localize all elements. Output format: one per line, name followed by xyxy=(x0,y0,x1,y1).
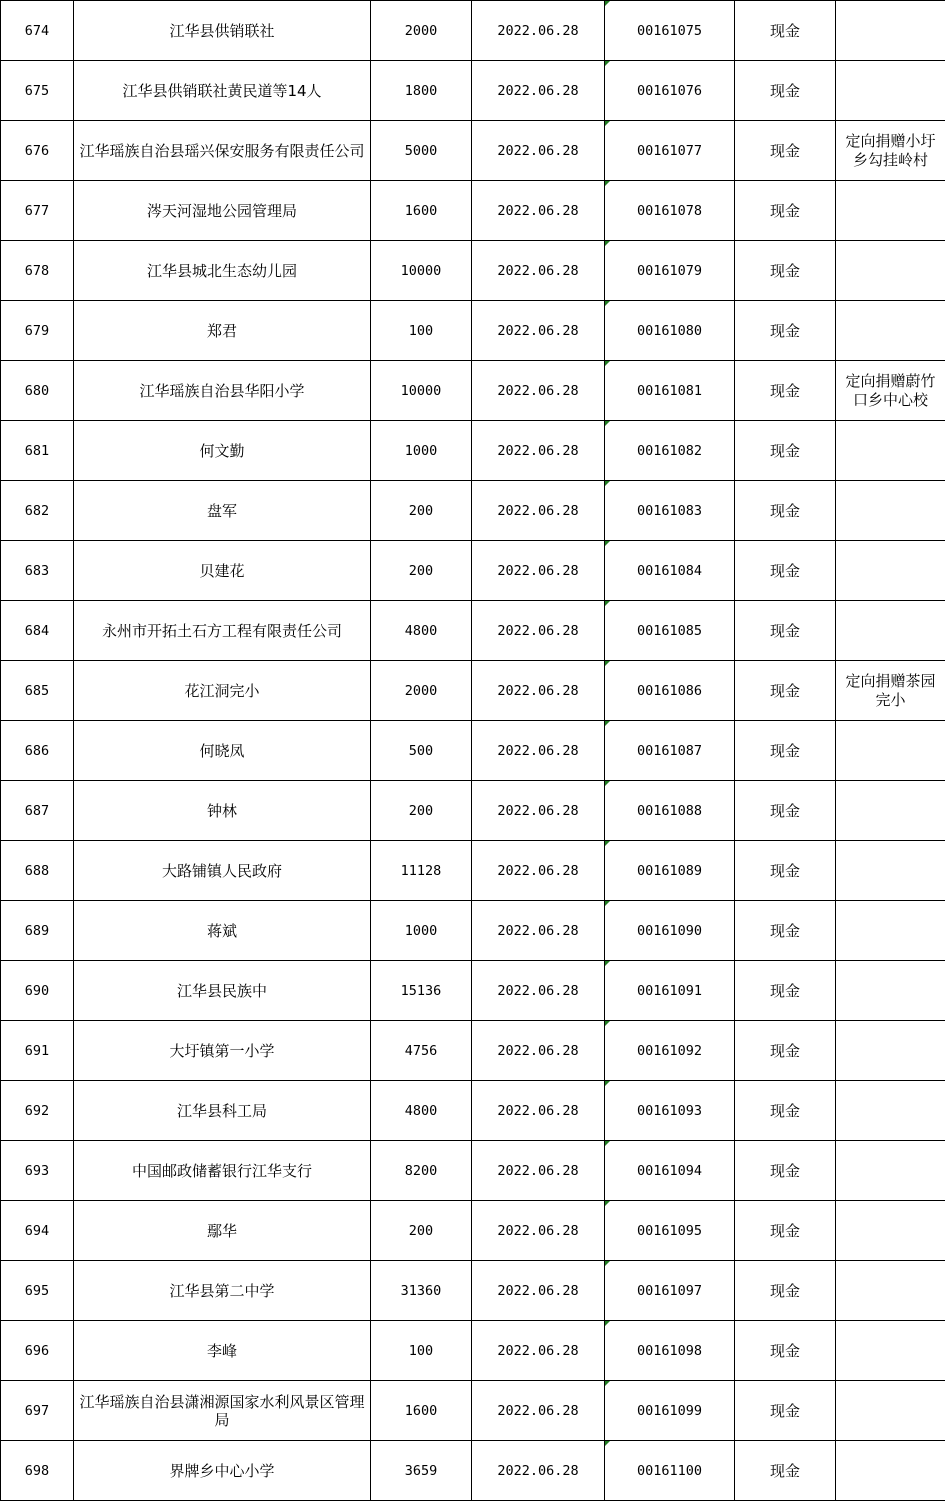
date-cell: 2022.06.28 xyxy=(472,421,605,481)
table-row xyxy=(1,61,945,121)
receipt-number-cell: 00161100 xyxy=(605,1441,735,1501)
payment-method-cell: 现金 xyxy=(735,1201,836,1261)
payment-method-cell: 现金 xyxy=(735,1141,836,1201)
amount-cell: 1800 xyxy=(371,61,472,121)
payment-method-cell: 现金 xyxy=(735,1081,836,1141)
receipt-number-cell: 00161092 xyxy=(605,1021,735,1081)
table-row xyxy=(1,1381,945,1441)
row-number-cell: 696 xyxy=(1,1321,74,1381)
amount-cell: 100 xyxy=(371,301,472,361)
date-cell: 2022.06.28 xyxy=(472,121,605,181)
note-cell xyxy=(836,1021,945,1081)
row-number-cell: 678 xyxy=(1,241,74,301)
table-row xyxy=(1,781,945,841)
donor-name-cell: 何文勤 xyxy=(74,421,371,481)
payment-method-cell: 现金 xyxy=(735,421,836,481)
donor-name-cell: 郑君 xyxy=(74,301,371,361)
date-cell: 2022.06.28 xyxy=(472,1141,605,1201)
row-number-cell: 681 xyxy=(1,421,74,481)
row-number-cell: 694 xyxy=(1,1201,74,1261)
date-cell: 2022.06.28 xyxy=(472,1441,605,1501)
amount-cell: 1000 xyxy=(371,901,472,961)
table-row xyxy=(1,121,945,181)
receipt-number-cell: 00161082 xyxy=(605,421,735,481)
payment-method-cell: 现金 xyxy=(735,1261,836,1321)
note-cell xyxy=(836,1141,945,1201)
note-cell: 定向捐赠小圩乡勾挂岭村 xyxy=(836,121,945,181)
date-cell: 2022.06.28 xyxy=(472,61,605,121)
date-cell: 2022.06.28 xyxy=(472,721,605,781)
table-row xyxy=(1,361,945,421)
note-cell xyxy=(836,1081,945,1141)
donor-name-cell: 永州市开拓土石方工程有限责任公司 xyxy=(74,601,371,661)
receipt-number-cell: 00161077 xyxy=(605,121,735,181)
donor-name-cell: 涔天河湿地公园管理局 xyxy=(74,181,371,241)
receipt-number-cell: 00161087 xyxy=(605,721,735,781)
payment-method-cell: 现金 xyxy=(735,661,836,721)
table-row xyxy=(1,1261,945,1321)
date-cell: 2022.06.28 xyxy=(472,1201,605,1261)
date-cell: 2022.06.28 xyxy=(472,1021,605,1081)
table-row xyxy=(1,721,945,781)
row-number-cell: 675 xyxy=(1,61,74,121)
row-number-cell: 683 xyxy=(1,541,74,601)
row-number-cell: 691 xyxy=(1,1021,74,1081)
donor-name-cell: 江华瑶族自治县华阳小学 xyxy=(74,361,371,421)
receipt-number-cell: 00161089 xyxy=(605,841,735,901)
amount-cell: 200 xyxy=(371,541,472,601)
donor-name-cell: 江华瑶族自治县瑶兴保安服务有限责任公司 xyxy=(74,121,371,181)
payment-method-cell: 现金 xyxy=(735,1441,836,1501)
note-cell xyxy=(836,1,945,61)
payment-method-cell: 现金 xyxy=(735,241,836,301)
table-row xyxy=(1,1081,945,1141)
donor-name-cell: 江华县供销联社 xyxy=(74,1,371,61)
donor-name-cell: 江华瑶族自治县潇湘源国家水利风景区管理局 xyxy=(74,1381,371,1441)
row-number-cell: 686 xyxy=(1,721,74,781)
table-row xyxy=(1,1321,945,1381)
amount-cell: 2000 xyxy=(371,661,472,721)
payment-method-cell: 现金 xyxy=(735,181,836,241)
date-cell: 2022.06.28 xyxy=(472,181,605,241)
receipt-number-cell: 00161099 xyxy=(605,1381,735,1441)
amount-cell: 1600 xyxy=(371,181,472,241)
receipt-number-cell: 00161091 xyxy=(605,961,735,1021)
table-row xyxy=(1,541,945,601)
row-number-cell: 685 xyxy=(1,661,74,721)
donor-name-cell: 李峰 xyxy=(74,1321,371,1381)
note-cell xyxy=(836,181,945,241)
donor-name-cell: 盘军 xyxy=(74,481,371,541)
table-row xyxy=(1,301,945,361)
receipt-number-cell: 00161085 xyxy=(605,601,735,661)
table-row xyxy=(1,1141,945,1201)
donor-name-cell: 鄢华 xyxy=(74,1201,371,1261)
amount-cell: 200 xyxy=(371,781,472,841)
table-row xyxy=(1,961,945,1021)
amount-cell: 200 xyxy=(371,1201,472,1261)
amount-cell: 200 xyxy=(371,481,472,541)
donor-name-cell: 花江洞完小 xyxy=(74,661,371,721)
amount-cell: 1000 xyxy=(371,421,472,481)
amount-cell: 10000 xyxy=(371,241,472,301)
table-row xyxy=(1,1021,945,1081)
note-cell xyxy=(836,601,945,661)
note-cell xyxy=(836,421,945,481)
payment-method-cell: 现金 xyxy=(735,61,836,121)
date-cell: 2022.06.28 xyxy=(472,901,605,961)
donor-name-cell: 江华县供销联社黄民道等14人 xyxy=(74,61,371,121)
receipt-number-cell: 00161084 xyxy=(605,541,735,601)
date-cell: 2022.06.28 xyxy=(472,661,605,721)
amount-cell: 500 xyxy=(371,721,472,781)
note-cell xyxy=(836,721,945,781)
donor-name-cell: 中国邮政储蓄银行江华支行 xyxy=(74,1141,371,1201)
row-number-cell: 697 xyxy=(1,1381,74,1441)
donor-name-cell: 大路铺镇人民政府 xyxy=(74,841,371,901)
payment-method-cell: 现金 xyxy=(735,1021,836,1081)
payment-method-cell: 现金 xyxy=(735,961,836,1021)
amount-cell: 2000 xyxy=(371,1,472,61)
amount-cell: 8200 xyxy=(371,1141,472,1201)
row-number-cell: 688 xyxy=(1,841,74,901)
payment-method-cell: 现金 xyxy=(735,1381,836,1441)
date-cell: 2022.06.28 xyxy=(472,961,605,1021)
receipt-number-cell: 00161088 xyxy=(605,781,735,841)
payment-method-cell: 现金 xyxy=(735,841,836,901)
payment-method-cell: 现金 xyxy=(735,301,836,361)
amount-cell: 1600 xyxy=(371,1381,472,1441)
amount-cell: 5000 xyxy=(371,121,472,181)
row-number-cell: 682 xyxy=(1,481,74,541)
receipt-number-cell: 00161094 xyxy=(605,1141,735,1201)
donor-name-cell: 江华县科工局 xyxy=(74,1081,371,1141)
row-number-cell: 680 xyxy=(1,361,74,421)
payment-method-cell: 现金 xyxy=(735,721,836,781)
note-cell xyxy=(836,61,945,121)
receipt-number-cell: 00161086 xyxy=(605,661,735,721)
date-cell: 2022.06.28 xyxy=(472,601,605,661)
amount-cell: 4800 xyxy=(371,1081,472,1141)
date-cell: 2022.06.28 xyxy=(472,781,605,841)
note-cell: 定向捐赠蔚竹口乡中心校 xyxy=(836,361,945,421)
receipt-number-cell: 00161098 xyxy=(605,1321,735,1381)
payment-method-cell: 现金 xyxy=(735,901,836,961)
receipt-number-cell: 00161075 xyxy=(605,1,735,61)
note-cell: 定向捐赠茶园完小 xyxy=(836,661,945,721)
note-cell xyxy=(836,1321,945,1381)
table-row xyxy=(1,1201,945,1261)
receipt-number-cell: 00161095 xyxy=(605,1201,735,1261)
date-cell: 2022.06.28 xyxy=(472,1081,605,1141)
payment-method-cell: 现金 xyxy=(735,1,836,61)
table-row xyxy=(1,1,945,61)
donor-name-cell: 蒋斌 xyxy=(74,901,371,961)
note-cell xyxy=(836,961,945,1021)
receipt-number-cell: 00161080 xyxy=(605,301,735,361)
amount-cell: 100 xyxy=(371,1321,472,1381)
amount-cell: 4756 xyxy=(371,1021,472,1081)
donor-name-cell: 江华县第二中学 xyxy=(74,1261,371,1321)
amount-cell: 3659 xyxy=(371,1441,472,1501)
row-number-cell: 693 xyxy=(1,1141,74,1201)
table-row xyxy=(1,1441,945,1501)
table-row xyxy=(1,181,945,241)
note-cell xyxy=(836,1201,945,1261)
table-row xyxy=(1,841,945,901)
amount-cell: 15136 xyxy=(371,961,472,1021)
receipt-number-cell: 00161097 xyxy=(605,1261,735,1321)
receipt-number-cell: 00161076 xyxy=(605,61,735,121)
amount-cell: 11128 xyxy=(371,841,472,901)
receipt-number-cell: 00161081 xyxy=(605,361,735,421)
receipt-number-cell: 00161093 xyxy=(605,1081,735,1141)
note-cell xyxy=(836,1381,945,1441)
donor-name-cell: 何晓凤 xyxy=(74,721,371,781)
receipt-number-cell: 00161090 xyxy=(605,901,735,961)
donor-name-cell: 贝建花 xyxy=(74,541,371,601)
donor-name-cell: 钟林 xyxy=(74,781,371,841)
row-number-cell: 677 xyxy=(1,181,74,241)
row-number-cell: 674 xyxy=(1,1,74,61)
amount-cell: 10000 xyxy=(371,361,472,421)
row-number-cell: 692 xyxy=(1,1081,74,1141)
date-cell: 2022.06.28 xyxy=(472,1261,605,1321)
table-row xyxy=(1,601,945,661)
date-cell: 2022.06.28 xyxy=(472,1,605,61)
row-number-cell: 690 xyxy=(1,961,74,1021)
receipt-number-cell: 00161079 xyxy=(605,241,735,301)
note-cell xyxy=(836,781,945,841)
payment-method-cell: 现金 xyxy=(735,601,836,661)
table-body xyxy=(1,1,945,1501)
note-cell xyxy=(836,541,945,601)
receipt-number-cell: 00161083 xyxy=(605,481,735,541)
payment-method-cell: 现金 xyxy=(735,541,836,601)
date-cell: 2022.06.28 xyxy=(472,361,605,421)
date-cell: 2022.06.28 xyxy=(472,841,605,901)
payment-method-cell: 现金 xyxy=(735,481,836,541)
row-number-cell: 698 xyxy=(1,1441,74,1501)
table-row xyxy=(1,661,945,721)
payment-method-cell: 现金 xyxy=(735,121,836,181)
donor-name-cell: 江华县民族中 xyxy=(74,961,371,1021)
date-cell: 2022.06.28 xyxy=(472,241,605,301)
row-number-cell: 695 xyxy=(1,1261,74,1321)
receipt-number-cell: 00161078 xyxy=(605,181,735,241)
date-cell: 2022.06.28 xyxy=(472,1381,605,1441)
note-cell xyxy=(836,841,945,901)
row-number-cell: 676 xyxy=(1,121,74,181)
table-row xyxy=(1,421,945,481)
row-number-cell: 684 xyxy=(1,601,74,661)
note-cell xyxy=(836,901,945,961)
donor-name-cell: 界牌乡中心小学 xyxy=(74,1441,371,1501)
note-cell xyxy=(836,1441,945,1501)
donor-name-cell: 江华县城北生态幼儿园 xyxy=(74,241,371,301)
payment-method-cell: 现金 xyxy=(735,1321,836,1381)
table-row xyxy=(1,481,945,541)
row-number-cell: 679 xyxy=(1,301,74,361)
date-cell: 2022.06.28 xyxy=(472,481,605,541)
row-number-cell: 687 xyxy=(1,781,74,841)
donor-name-cell: 大圩镇第一小学 xyxy=(74,1021,371,1081)
date-cell: 2022.06.28 xyxy=(472,1321,605,1381)
table-row xyxy=(1,241,945,301)
row-number-cell: 689 xyxy=(1,901,74,961)
payment-method-cell: 现金 xyxy=(735,781,836,841)
note-cell xyxy=(836,241,945,301)
note-cell xyxy=(836,481,945,541)
payment-method-cell: 现金 xyxy=(735,361,836,421)
amount-cell: 31360 xyxy=(371,1261,472,1321)
amount-cell: 4800 xyxy=(371,601,472,661)
note-cell xyxy=(836,301,945,361)
date-cell: 2022.06.28 xyxy=(472,541,605,601)
note-cell xyxy=(836,1261,945,1321)
table-row xyxy=(1,901,945,961)
date-cell: 2022.06.28 xyxy=(472,301,605,361)
